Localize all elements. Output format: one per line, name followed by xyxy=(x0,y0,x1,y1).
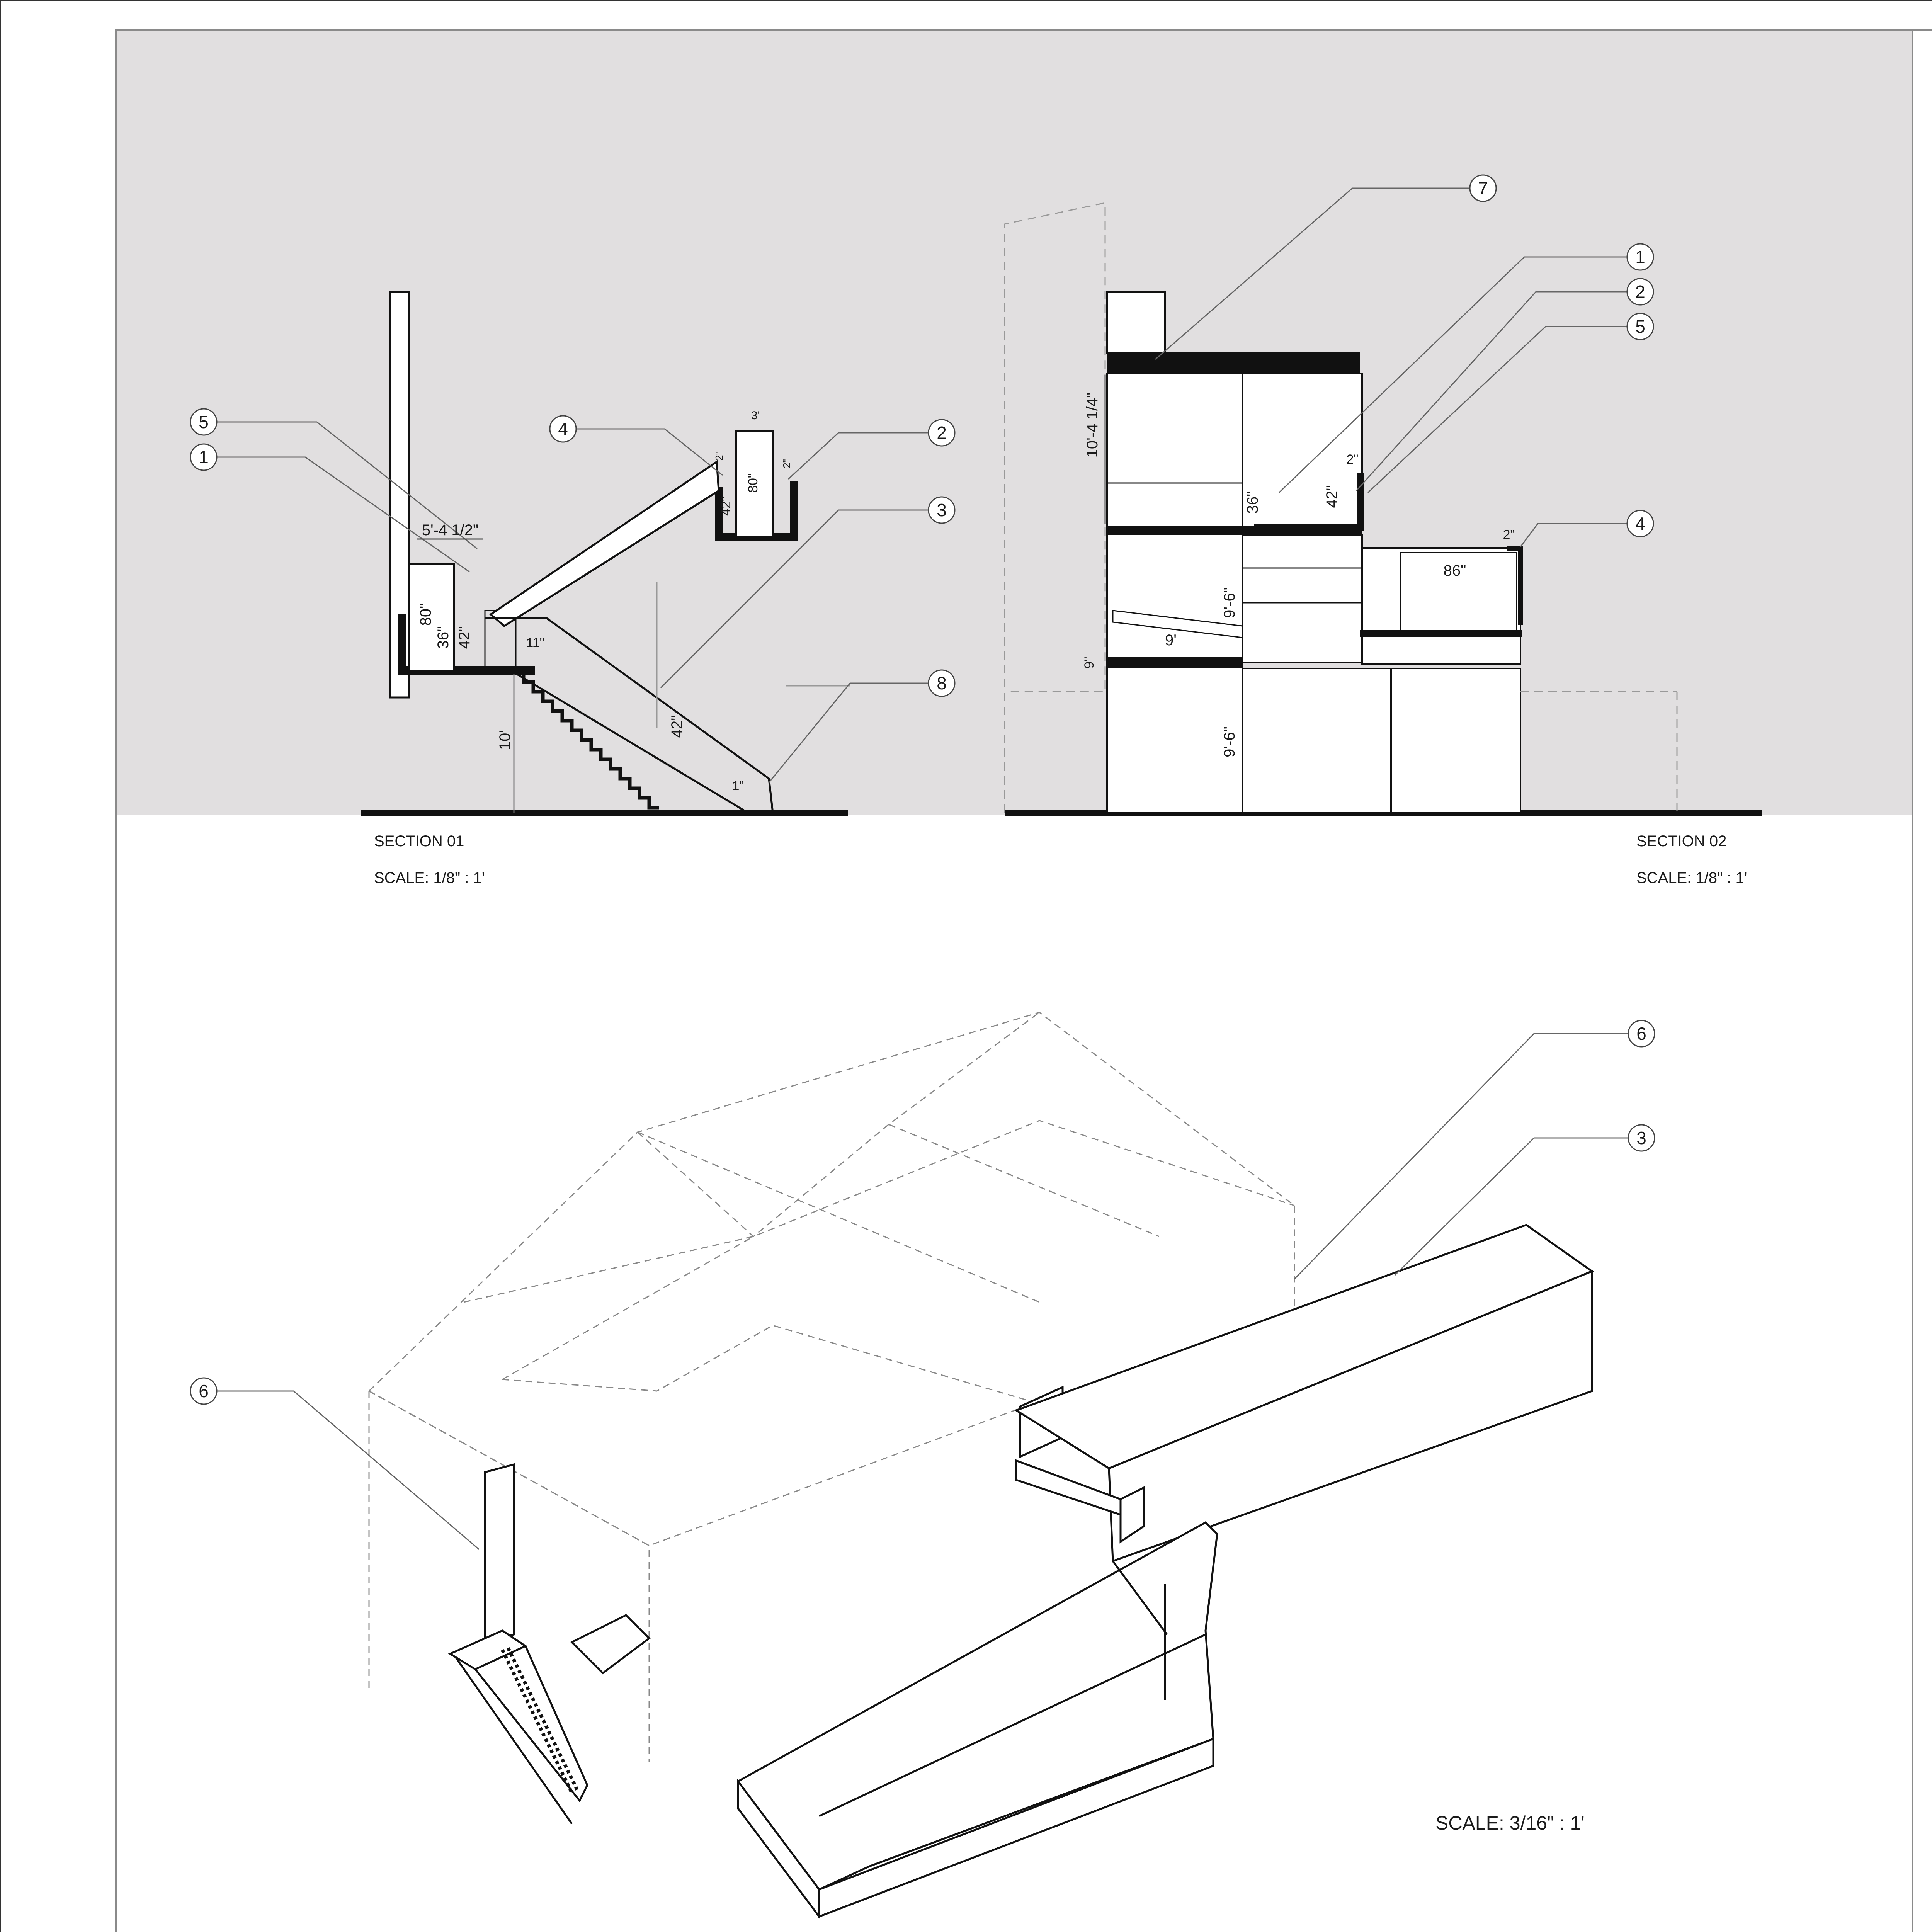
s1-callout-5: 5 xyxy=(199,412,209,432)
s2-callout-5: 5 xyxy=(1635,316,1645,337)
axon-callout-6a: 6 xyxy=(1636,1024,1646,1044)
s1-callout-2: 2 xyxy=(937,423,947,443)
s2-dim-clear-86: 86" xyxy=(1443,562,1466,579)
s1-callout-8: 8 xyxy=(937,673,947,693)
section-01-scale: SCALE: 1/8" : 1' xyxy=(374,869,485,886)
s1-dim-upper-80: 80" xyxy=(746,473,760,493)
s2-callout-4: 4 xyxy=(1635,514,1645,534)
s1-dim-width: 5'-4 1/2" xyxy=(422,522,479,539)
s2-callout-2: 2 xyxy=(1635,282,1645,302)
s1-dim-nosing: 1" xyxy=(732,779,744,793)
s2-callout-1: 1 xyxy=(1635,247,1645,267)
section-02-scale: SCALE: 1/8" : 1' xyxy=(1636,869,1747,886)
s1-dim-upper-2a: 2" xyxy=(713,451,725,461)
section-background xyxy=(117,31,1912,815)
s1-callout-1: 1 xyxy=(199,447,209,467)
s1-dim-upper-2b: 2" xyxy=(781,459,793,468)
axon-stair xyxy=(450,1464,649,1824)
s1-callout-3: 3 xyxy=(937,500,947,520)
s1-dim-36: 36" xyxy=(435,626,452,649)
s2-dim-height-top: 10'-4 1/4" xyxy=(1084,392,1101,458)
axon-callout-3: 3 xyxy=(1636,1128,1646,1148)
axon-scale: SCALE: 3/16" : 1' xyxy=(1435,1812,1585,1834)
s1-dim-80: 80" xyxy=(417,603,434,626)
s1-dim-rise: 10' xyxy=(497,730,514,750)
section-01-title: SECTION 01 xyxy=(374,833,464,850)
s2-dim-rail-36: 36" xyxy=(1244,491,1261,514)
s2-dim-slab: 9" xyxy=(1082,656,1097,669)
s1-dim-rail-42: 42" xyxy=(668,715,685,738)
axon-callout-6b: 6 xyxy=(199,1381,209,1401)
s2-dim-floor2: 9'-6" xyxy=(1221,587,1238,618)
s2-dim-gap-2: 2" xyxy=(1346,452,1359,467)
s1-dim-top-width: 3' xyxy=(751,409,760,422)
section-02-title: SECTION 02 xyxy=(1636,833,1727,850)
s1-callout-4: 4 xyxy=(558,419,568,439)
s2-dim-ramp: 9' xyxy=(1165,632,1177,649)
s2-dim-floor1: 9'-6" xyxy=(1221,726,1238,757)
s1-dim-tread: 11" xyxy=(526,636,544,650)
s1-dim-upper-42: 42" xyxy=(719,497,733,516)
s1-dim-42: 42" xyxy=(456,626,473,649)
s2-callout-7: 7 xyxy=(1478,178,1488,198)
s2-dim-gap-2b: 2" xyxy=(1503,527,1515,542)
s2-dim-guard-42: 42" xyxy=(1323,485,1340,508)
